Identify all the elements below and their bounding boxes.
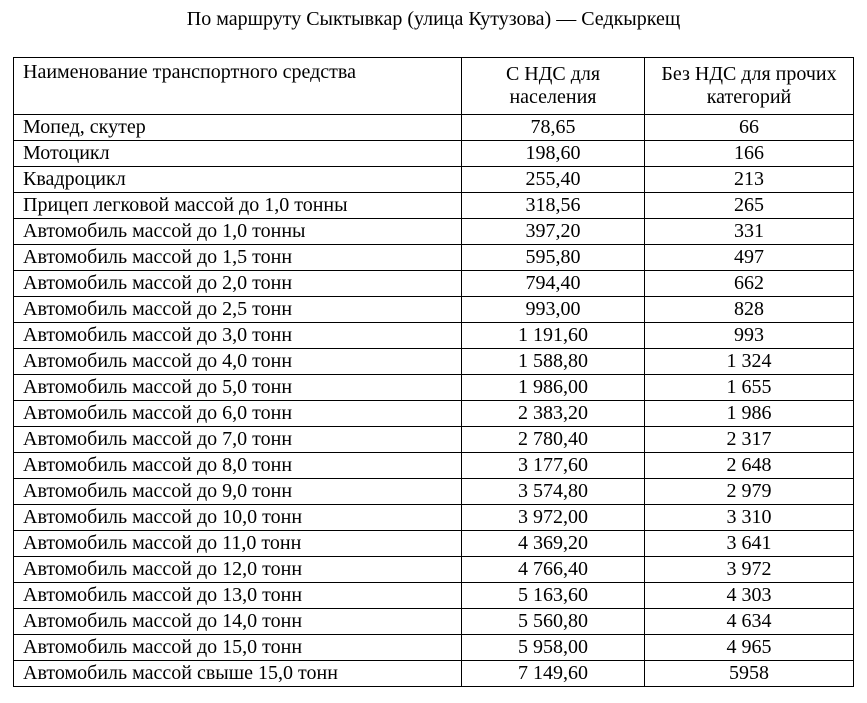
price-without-vat-cell: 497	[645, 245, 854, 271]
vehicle-name-cell: Автомобиль массой до 13,0 тонн	[14, 583, 462, 609]
table-row	[14, 375, 854, 401]
price-without-vat-cell: 213	[645, 167, 854, 193]
page-title: По маршруту Сыктывкар (улица Кутузова) — Седкыркещ	[186, 8, 681, 30]
table-row	[14, 505, 854, 531]
vehicle-name-cell: Прицеп легковой массой до 1,0 тонны	[14, 193, 462, 219]
header-price-with-vat: С НДС для населения	[462, 58, 645, 115]
price-with-vat-cell: 993,00	[462, 297, 645, 323]
vehicle-name-cell: Автомобиль массой до 7,0 тонн	[14, 427, 462, 453]
vehicle-name-cell: Автомобиль массой до 9,0 тонн	[14, 479, 462, 505]
price-without-vat-cell: 662	[645, 271, 854, 297]
vehicle-name-cell: Автомобиль массой до 12,0 тонн	[14, 557, 462, 583]
vehicle-name-cell: Автомобиль массой до 6,0 тонн	[14, 401, 462, 427]
price-without-vat-cell: 2 317	[645, 427, 854, 453]
price-with-vat-cell: 5 163,60	[462, 583, 645, 609]
table-row	[14, 479, 854, 505]
vehicle-name-cell: Автомобиль массой до 3,0 тонн	[14, 323, 462, 349]
table-row	[14, 453, 854, 479]
price-with-vat-cell: 2 383,20	[462, 401, 645, 427]
price-without-vat-cell: 1 986	[645, 401, 854, 427]
vehicle-name-cell: Автомобиль массой до 2,5 тонн	[14, 297, 462, 323]
vehicle-name-cell: Автомобиль массой свыше 15,0 тонн	[14, 661, 462, 687]
table-row	[14, 401, 854, 427]
vehicle-name-cell: Мотоцикл	[14, 141, 462, 167]
price-with-vat-cell: 2 780,40	[462, 427, 645, 453]
table-row	[14, 635, 854, 661]
price-with-vat-cell: 3 972,00	[462, 505, 645, 531]
table-body	[14, 115, 854, 687]
price-with-vat-cell: 5 560,80	[462, 609, 645, 635]
price-without-vat-cell: 993	[645, 323, 854, 349]
table-row	[14, 583, 854, 609]
price-without-vat-cell: 5958	[645, 661, 854, 687]
table-row	[14, 531, 854, 557]
price-with-vat-cell: 397,20	[462, 219, 645, 245]
table-row	[14, 557, 854, 583]
price-with-vat-cell: 4 369,20	[462, 531, 645, 557]
table-row	[14, 427, 854, 453]
price-with-vat-cell: 1 986,00	[462, 375, 645, 401]
price-without-vat-cell: 3 310	[645, 505, 854, 531]
table-row	[14, 661, 854, 687]
header-price-without-vat: Без НДС для прочих категорий	[645, 58, 854, 115]
vehicle-name-cell: Автомобиль массой до 1,0 тонны	[14, 219, 462, 245]
vehicle-name-cell: Мопед, скутер	[14, 115, 462, 141]
table-row	[14, 609, 854, 635]
vehicle-name-cell: Квадроцикл	[14, 167, 462, 193]
table-row	[14, 245, 854, 271]
price-with-vat-cell: 4 766,40	[462, 557, 645, 583]
header-row	[14, 58, 854, 115]
vehicle-name-cell: Автомобиль массой до 2,0 тонн	[14, 271, 462, 297]
vehicle-name-cell: Автомобиль массой до 11,0 тонн	[14, 531, 462, 557]
price-with-vat-cell: 794,40	[462, 271, 645, 297]
price-with-vat-cell: 7 149,60	[462, 661, 645, 687]
price-with-vat-cell: 198,60	[462, 141, 645, 167]
price-with-vat-cell: 3 177,60	[462, 453, 645, 479]
price-without-vat-cell: 166	[645, 141, 854, 167]
vehicle-name-cell: Автомобиль массой до 8,0 тонн	[14, 453, 462, 479]
price-without-vat-cell: 4 303	[645, 583, 854, 609]
table-row	[14, 115, 854, 141]
vehicle-name-cell: Автомобиль массой до 1,5 тонн	[14, 245, 462, 271]
price-with-vat-cell: 3 574,80	[462, 479, 645, 505]
price-without-vat-cell: 2 648	[645, 453, 854, 479]
vehicle-name-cell: Автомобиль массой до 5,0 тонн	[14, 375, 462, 401]
price-without-vat-cell: 1 655	[645, 375, 854, 401]
price-without-vat-cell: 331	[645, 219, 854, 245]
price-with-vat-cell: 78,65	[462, 115, 645, 141]
table-row	[14, 323, 854, 349]
vehicle-name-cell: Автомобиль массой до 10,0 тонн	[14, 505, 462, 531]
price-with-vat-cell: 1 191,60	[462, 323, 645, 349]
table-row	[14, 141, 854, 167]
price-without-vat-cell: 2 979	[645, 479, 854, 505]
vehicle-name-cell: Автомобиль массой до 15,0 тонн	[14, 635, 462, 661]
price-without-vat-cell: 4 965	[645, 635, 854, 661]
price-with-vat-cell: 5 958,00	[462, 635, 645, 661]
price-without-vat-cell: 3 641	[645, 531, 854, 557]
price-with-vat-cell: 255,40	[462, 167, 645, 193]
price-without-vat-cell: 4 634	[645, 609, 854, 635]
table-row	[14, 349, 854, 375]
vehicle-name-cell: Автомобиль массой до 14,0 тонн	[14, 609, 462, 635]
price-with-vat-cell: 595,80	[462, 245, 645, 271]
price-without-vat-cell: 3 972	[645, 557, 854, 583]
price-without-vat-cell: 66	[645, 115, 854, 141]
price-with-vat-cell: 318,56	[462, 193, 645, 219]
price-without-vat-cell: 1 324	[645, 349, 854, 375]
vehicle-name-cell: Автомобиль массой до 4,0 тонн	[14, 349, 462, 375]
table-row	[14, 271, 854, 297]
price-with-vat-cell: 1 588,80	[462, 349, 645, 375]
header-vehicle-name: Наименование транспортного средства	[14, 58, 462, 115]
table-row	[14, 297, 854, 323]
table-row	[14, 219, 854, 245]
price-without-vat-cell: 265	[645, 193, 854, 219]
table-header	[14, 58, 854, 115]
table-row	[14, 193, 854, 219]
table-row	[14, 167, 854, 193]
price-without-vat-cell: 828	[645, 297, 854, 323]
fare-table	[13, 57, 854, 687]
